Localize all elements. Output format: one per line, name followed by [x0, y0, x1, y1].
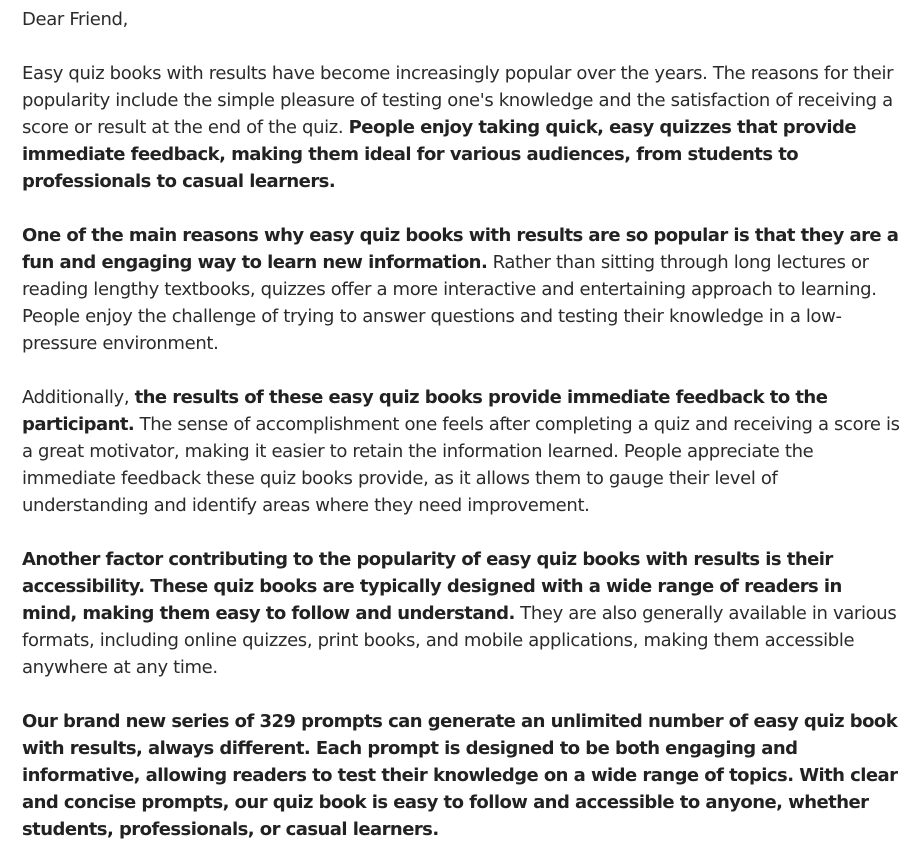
sales-letter [22, 6, 900, 843]
paragraph-feedback-text: The sense of accomplishment one feels after completing a quiz and receiving a score is a great motivator, making it easier to retain the information learned. People appreciate the immediate feedback these quiz books provide, as it allows them to gauge their level of understanding and identify areas where they need improvement. [22, 414, 900, 516]
paragraph-accessibility [22, 546, 900, 681]
paragraph-feedback [22, 384, 900, 519]
paragraph-fun-learning-emphasis: One of the main reasons why easy quiz books with results are so popular is that they are a fun and engaging way to learn new information. [22, 225, 899, 273]
paragraph-popularity [22, 60, 900, 195]
paragraph-fun-learning-text: Rather than sitting through long lectures or reading lengthy textbooks, quizzes offer a more interactive and entertaining approach to learning. People enjoy the challenge of trying to answer questions and testing their knowledge in a low-pressure environment. [22, 252, 877, 354]
greeting [22, 6, 900, 33]
paragraph-feedback-emphasis: the results of these easy quiz books provide immediate feedback to the participant. [22, 387, 828, 435]
paragraph-feedback-lead: Additionally, [22, 387, 135, 408]
greeting-text: Dear Friend, [22, 9, 128, 30]
paragraph-offer-emphasis: Our brand new series of 329 prompts can generate an unlimited number of easy quiz book with results, always different. Each prompt is designed to be both engaging and informative, allowing readers to test their knowledge on a wide range of topics. With clear and concise prompts, our quiz book is easy to follow and accessible to anyone, whether students, professionals, or casual learners. [22, 711, 898, 840]
paragraph-offer [22, 708, 900, 843]
paragraph-fun-learning [22, 222, 900, 357]
paragraph-accessibility-emphasis: Another factor contributing to the popularity of easy quiz books with results is their accessibility. These quiz books are typically designed with a wide range of readers in mind, making them easy to follow and understand. [22, 549, 842, 624]
paragraph-popularity-text: Easy quiz books with results have become increasingly popular over the years. The reasons for their popularity include the simple pleasure of testing one's knowledge and the satisfaction of receiving a score or result at the end of the quiz. [22, 63, 894, 138]
paragraph-popularity-emphasis: People enjoy taking quick, easy quizzes that provide immediate feedback, making them ideal for various audiences, from students to professionals to casual learners. [22, 117, 857, 192]
paragraph-accessibility-text: They are also generally available in various formats, including online quizzes, print books, and mobile applications, making them accessible anywhere at any time. [22, 603, 897, 678]
